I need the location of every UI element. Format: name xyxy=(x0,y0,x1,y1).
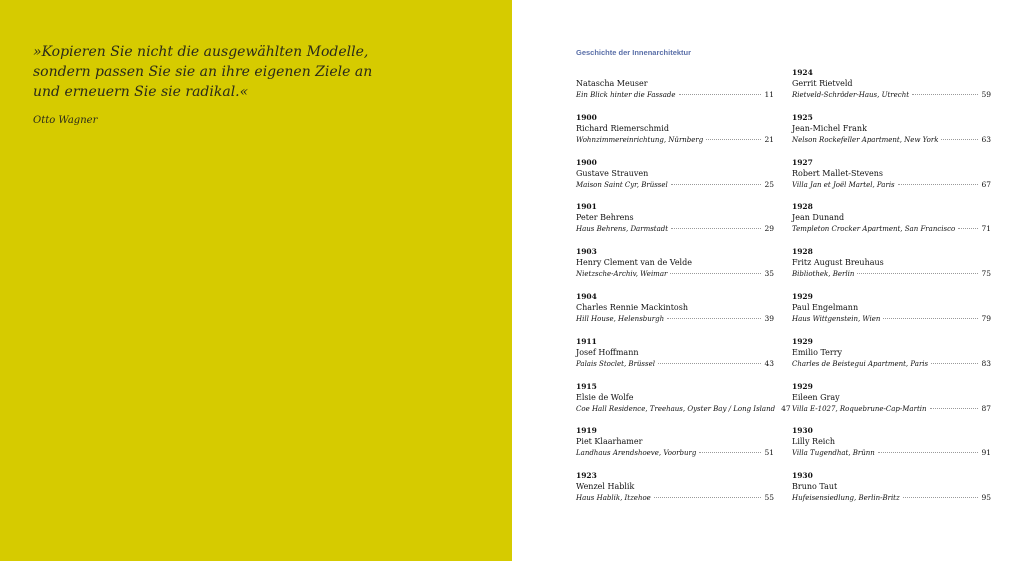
entry-page-number: 71 xyxy=(981,224,991,234)
entry-page-number: 75 xyxy=(981,269,991,279)
entry-line xyxy=(576,89,774,101)
entry-title: Coe Hall Residence, Treehaus, Oyster Bay / Long Island xyxy=(576,404,776,413)
entry-name: Gerrit Rietveld xyxy=(792,79,853,88)
entry-title: Rietveld-Schröder-Haus, Utrecht xyxy=(792,91,910,99)
entry-title: Maison Saint Cyr, Brüssel xyxy=(576,180,668,189)
toc-entry xyxy=(576,202,774,247)
entry-year: 1929 xyxy=(792,381,813,391)
entry-line xyxy=(792,358,991,370)
entry-name: Piet Klaarhamer xyxy=(576,437,643,447)
dotted-leader xyxy=(658,363,761,364)
entry-name: Robert Mallet-Stevens xyxy=(792,168,883,178)
toc-entry xyxy=(792,202,991,247)
entry-page-number: 11 xyxy=(764,90,774,99)
toc-entry xyxy=(576,113,774,158)
entry-line xyxy=(576,492,774,504)
entry-title: Haus Wittgenstein, Wien xyxy=(792,314,881,323)
entry-year: 1900 xyxy=(576,112,597,122)
entry-name: Gustave Strauven xyxy=(576,168,649,178)
entry-name: Natascha Meuser xyxy=(576,79,648,88)
entry-title: Haus Hablik, Itzehoe xyxy=(576,494,651,503)
entry-line xyxy=(576,223,774,235)
entry-page-number: 79 xyxy=(981,313,991,323)
entry-name: Paul Engelmann xyxy=(792,302,859,312)
entry-line xyxy=(792,447,991,459)
entry-title: Hill House, Helensburgh xyxy=(576,314,665,323)
entry-title: Nietzsche-Archiv, Weimar xyxy=(576,270,668,279)
entry-title: Villa Jan et Joël Martel, Paris xyxy=(792,180,895,189)
quote-line: sondern passen Sie sie an ihre eigenen Ziele an xyxy=(33,64,373,80)
entry-name: Jean-Michel Frank xyxy=(792,123,867,133)
dotted-leader xyxy=(706,139,761,140)
entry-line xyxy=(576,447,774,459)
entry-line xyxy=(792,313,991,325)
quote-line: »Kopieren Sie nicht die ausgewählten Modelle, xyxy=(33,44,369,60)
entry-page-number: 39 xyxy=(764,313,774,323)
entry-name: Wenzel Hablik xyxy=(576,482,635,492)
entry-line xyxy=(792,403,991,415)
entry-page-number: 29 xyxy=(764,224,774,234)
toc-entry xyxy=(576,337,774,382)
entry-line xyxy=(576,313,774,325)
entry-title: Charles de Beistegui Apartment, Paris xyxy=(792,359,929,368)
entry-line xyxy=(576,134,774,146)
entry-title: Templeton Crocker Apartment, San Francisco xyxy=(792,225,956,234)
entry-page-number: 59 xyxy=(981,90,991,99)
entry-page-number: 51 xyxy=(764,448,774,458)
entry-name: Jean Dunand xyxy=(792,213,845,223)
entry-year: 1923 xyxy=(576,471,597,481)
entry-title: Villa Tugendhat, Brünn xyxy=(792,449,875,458)
entry-line xyxy=(792,223,991,235)
entry-year: 1901 xyxy=(576,202,597,212)
entry-page-number: 63 xyxy=(981,134,991,144)
entry-title: Wohnzimmereinrichtung, Nürnberg xyxy=(576,135,704,144)
toc-entry xyxy=(792,426,991,471)
entry-page-number: 21 xyxy=(764,134,774,144)
entry-line xyxy=(792,268,991,280)
toc-entry xyxy=(576,158,774,203)
section-title: Geschichte der Innenarchitektur xyxy=(576,48,692,57)
dotted-leader xyxy=(898,184,979,185)
entry-title: Bibliothek, Berlin xyxy=(792,270,855,279)
entry-page-number: 95 xyxy=(981,493,991,503)
entry-year: 1900 xyxy=(576,157,597,167)
entry-title: Landhaus Arendshoeve, Voorburg xyxy=(576,449,697,458)
entry-year: 1929 xyxy=(792,291,813,301)
entry-year xyxy=(576,68,774,78)
entry-year: 1903 xyxy=(576,247,597,257)
entry-name: Fritz August Breuhaus xyxy=(792,258,884,268)
entry-line xyxy=(792,89,991,101)
dotted-leader xyxy=(931,363,978,364)
entry-year: 1930 xyxy=(792,426,813,436)
dotted-leader xyxy=(941,139,978,140)
entry-name: Elsie de Wolfe xyxy=(576,392,634,402)
entry-line xyxy=(576,358,774,370)
toc-entry xyxy=(576,426,774,471)
entry-line xyxy=(792,134,991,146)
dotted-leader xyxy=(912,94,978,95)
entry-year: 1928 xyxy=(792,247,813,257)
entry-line xyxy=(792,179,991,191)
entry-year: 1930 xyxy=(792,471,813,481)
entry-name: Charles Rennie Mackintosh xyxy=(576,302,688,312)
right-page xyxy=(512,0,1024,561)
toc-entry xyxy=(792,113,991,158)
entry-page-number: 43 xyxy=(764,358,774,368)
entry-page-number: 87 xyxy=(981,403,991,413)
dotted-leader xyxy=(878,452,979,453)
entry-year: 1904 xyxy=(576,291,597,301)
entry-name: Bruno Taut xyxy=(792,482,838,492)
entry-line xyxy=(576,403,791,415)
entry-page-number: 55 xyxy=(764,493,774,503)
dotted-leader xyxy=(903,497,979,498)
entry-year: 1915 xyxy=(576,381,597,391)
entry-name: Henry Clement van de Velde xyxy=(576,258,692,268)
entry-page-number: 91 xyxy=(981,448,991,458)
toc-entry xyxy=(576,68,774,113)
dotted-leader xyxy=(670,273,761,274)
toc-entry xyxy=(792,292,991,337)
dotted-leader xyxy=(857,273,978,274)
dotted-leader xyxy=(883,318,978,319)
toc-entry xyxy=(792,471,991,516)
quote-line: und erneuern Sie sie radikal.« xyxy=(33,84,249,100)
entry-title: Palais Stoclet, Brüssel xyxy=(576,359,655,368)
dotted-leader xyxy=(671,184,762,185)
dotted-leader xyxy=(699,452,761,453)
toc-column-left xyxy=(576,68,791,516)
dotted-leader xyxy=(654,497,762,498)
entry-title: Nelson Rockefeller Apartment, New York xyxy=(792,135,939,144)
entry-line xyxy=(576,268,774,280)
entry-line xyxy=(576,179,774,191)
entry-name: Lilly Reich xyxy=(792,437,835,447)
entry-year: 1924 xyxy=(792,68,813,77)
entry-year: 1927 xyxy=(792,157,813,167)
quote xyxy=(33,42,453,102)
entry-title: Ein Blick hinter die Fassade xyxy=(576,91,676,99)
entry-year: 1919 xyxy=(576,426,597,436)
entry-year: 1911 xyxy=(576,336,597,346)
toc-entry xyxy=(792,158,991,203)
toc-entry xyxy=(576,471,774,516)
entry-year: 1925 xyxy=(792,112,813,122)
entry-page-number: 67 xyxy=(981,179,991,189)
toc-entry xyxy=(576,381,791,427)
entry-name: Josef Hoffmann xyxy=(576,347,639,357)
dotted-leader xyxy=(679,94,762,95)
entry-page-number: 47 xyxy=(781,403,791,413)
entry-page-number: 35 xyxy=(764,269,774,279)
entry-name: Eileen Gray xyxy=(792,392,840,402)
toc-entry xyxy=(576,292,774,337)
toc-entry xyxy=(576,247,774,292)
entry-page-number: 25 xyxy=(764,179,774,189)
toc-entry xyxy=(792,337,991,382)
entry-page-number: 83 xyxy=(981,358,991,368)
entry-year: 1929 xyxy=(792,336,813,346)
entry-title: Villa E-1027, Roquebrune-Cap-Martin xyxy=(792,404,927,413)
entry-name: Emilio Terry xyxy=(792,347,843,357)
entry-year: 1928 xyxy=(792,202,813,212)
entry-name: Peter Behrens xyxy=(576,213,634,223)
entry-title: Haus Behrens, Darmstadt xyxy=(576,225,669,234)
entry-title: Hufeisensiedlung, Berlin-Britz xyxy=(792,494,900,503)
entry-name: Richard Riemerschmid xyxy=(576,123,669,133)
dotted-leader xyxy=(671,228,761,229)
quote-author: Otto Wagner xyxy=(33,115,98,126)
dotted-leader xyxy=(930,408,979,409)
dotted-leader xyxy=(667,318,761,319)
toc-entry xyxy=(792,247,991,292)
toc-column-right xyxy=(792,68,991,516)
entry-line xyxy=(792,492,991,504)
toc-entry xyxy=(792,68,991,113)
toc-entry xyxy=(792,382,991,427)
dotted-leader xyxy=(958,228,978,229)
